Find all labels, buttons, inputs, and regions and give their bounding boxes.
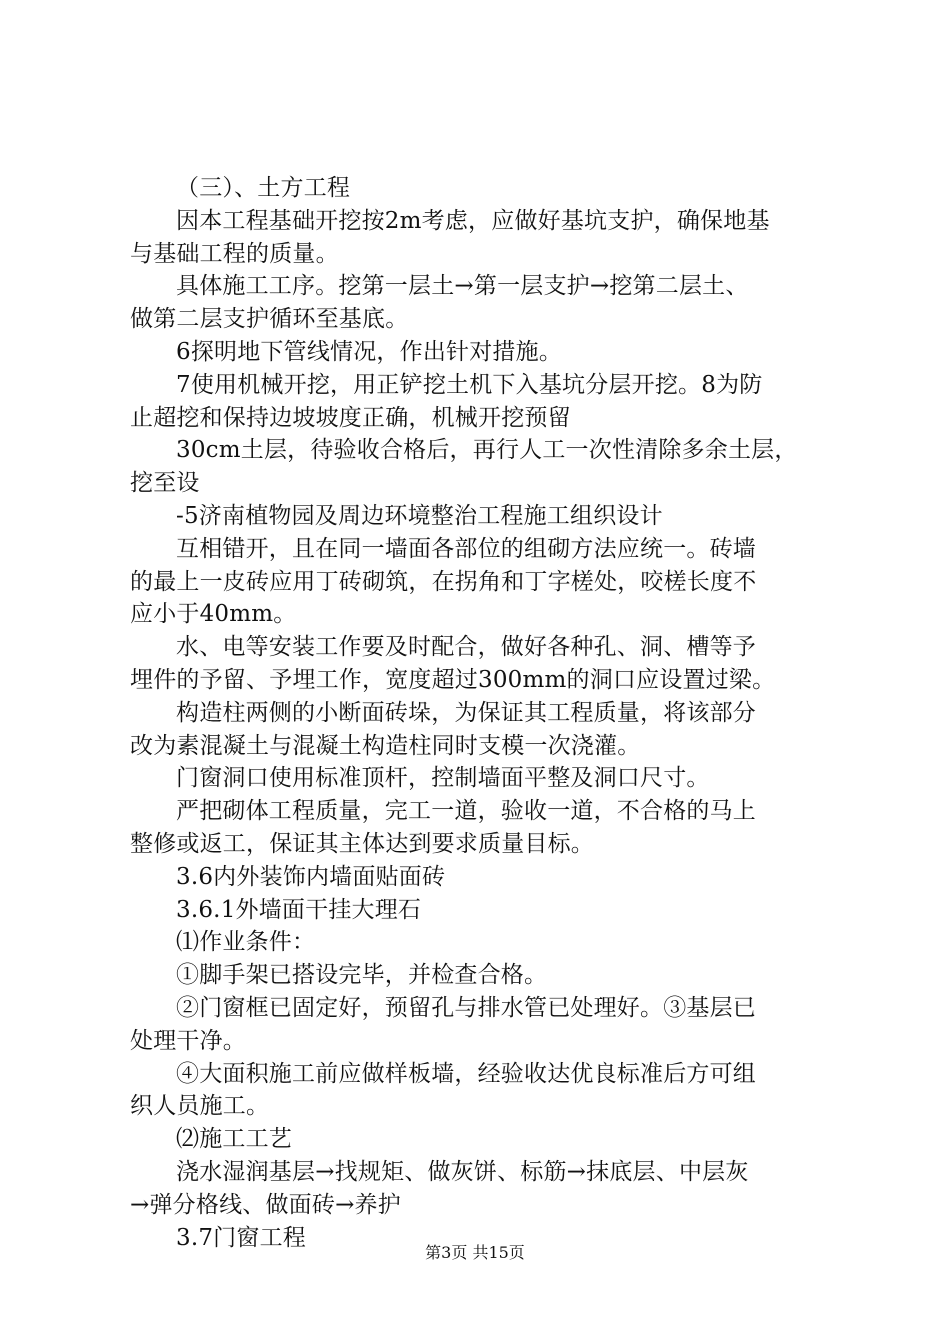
paragraph-line: 做第二层支护循环至基底。 (130, 306, 409, 333)
paragraph-line: ④大面积施工前应做样板墙，经验收达优良标准后方可组 (176, 1060, 756, 1087)
paragraph-line: 水、电等安装工作要及时配合，做好各种孔、洞、槽等予 (176, 634, 756, 661)
paragraph-line: →弹分格线、做面砖→养护 (130, 1191, 401, 1218)
paragraph-line: ⑴作业条件： (176, 929, 316, 956)
paragraph-line: 30cm土层，待验收合格后，再行人工一次性清除多余土层， (176, 437, 798, 464)
paragraph-line: 挖至设 (130, 470, 200, 497)
paragraph-line: 因本工程基础开挖按2m考虑，应做好基坑支护，确保地基 (176, 207, 770, 234)
paragraph-line: 应小于40mm。 (130, 601, 297, 628)
paragraph-line: 浇水湿润基层→找规矩、做灰饼、标筋→抹底层、中层灰 (176, 1158, 749, 1185)
section-heading: 3.6内外装饰内墙面贴面砖 (176, 863, 446, 890)
paragraph-line: 处理干净。 (130, 1027, 246, 1054)
paragraph-line: 互相错开，且在同一墙面各部位的组砌方法应统一。砖墙 (176, 535, 756, 562)
paragraph-line: 严把砌体工程质量，完工一道，验收一道，不合格的马上 (176, 798, 756, 825)
paragraph-line: ②门窗框已固定好，预留孔与排水管已处理好。③基层已 (176, 994, 756, 1021)
section-heading: 3.7门窗工程 (176, 1224, 306, 1251)
paragraph-line: 构造柱两侧的小断面砖垛，为保证其工程质量，将该部分 (176, 699, 756, 726)
paragraph-line: 的最上一皮砖应用丁砖砌筑，在拐角和丁字槎处，咬槎长度不 (130, 568, 757, 595)
section-heading: （三）、土方工程 (176, 175, 351, 201)
paragraph-line: 改为素混凝土与混凝土构造柱同时支模一次浇灌。 (130, 732, 641, 759)
paragraph-line: ⑵施工工艺 (176, 1126, 292, 1153)
paragraph-line: 与基础工程的质量。 (130, 240, 339, 267)
paragraph-line: 7使用机械开挖，用正铲挖土机下入基坑分层开挖。8为防 (176, 371, 763, 398)
paragraph-line: 具体施工工序。挖第一层土→第一层支护→挖第二层土、 (176, 273, 749, 300)
paragraph-line: 整修或返工，保证其主体达到要求质量目标。 (130, 830, 594, 857)
page-number-footer: 第3页 共15页 (425, 1243, 525, 1262)
paragraph-line: 6探明地下管线情况，作出针对措施。 (176, 338, 563, 365)
paragraph-line: 织人员施工。 (130, 1093, 270, 1120)
section-heading: 3.6.1外墙面干挂大理石 (176, 896, 422, 923)
paragraph-line: ①脚手架已搭设完毕，并检查合格。 (176, 962, 548, 989)
paragraph-line: 门窗洞口使用标准顶杆，控制墙面平整及洞口尺寸。 (176, 765, 710, 792)
paragraph-line: 埋件的予留、予埋工作，宽度超过300mm的洞口应设置过梁。 (130, 666, 776, 693)
document-body (130, 172, 835, 1254)
paragraph-line: -5济南植物园及周边环境整治工程施工组织设计 (176, 502, 663, 529)
paragraph-line: 止超挖和保持边坡坡度正确，机械开挖预留 (130, 404, 571, 431)
